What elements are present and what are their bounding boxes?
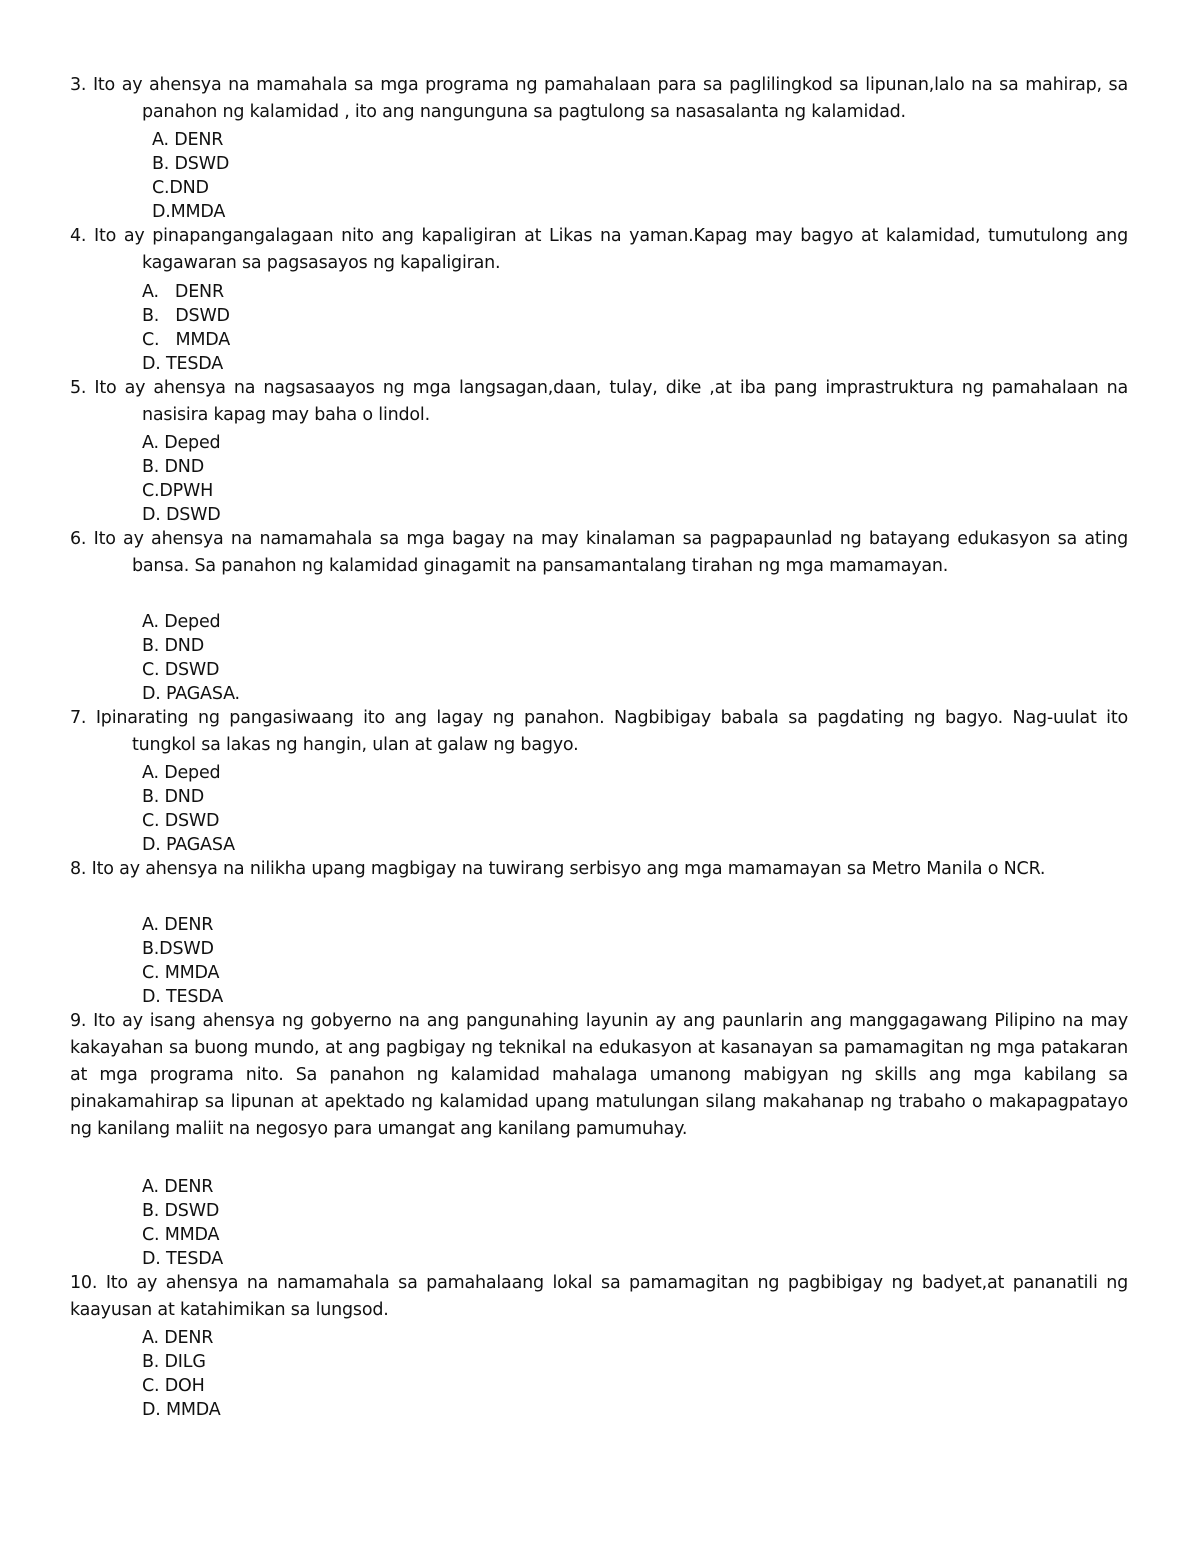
options-10 — [142, 1326, 221, 1422]
options-4 — [142, 280, 230, 376]
options-3 — [152, 128, 229, 224]
option-a[interactable]: A. Deped — [142, 433, 221, 453]
options-9 — [142, 1175, 223, 1271]
question-number: 7. — [70, 708, 96, 728]
option-c[interactable]: C. MMDA — [142, 963, 220, 983]
options-7 — [142, 761, 235, 857]
question-text: Ipinarating ng pangasiwaang ito ang lagay ng panahon. Nagbibigay babala sa pagdating ng bagyo. Nag-uulat ito tungkol sa lakas ng hangin, ulan at galaw ng bagyo. — [95, 708, 1128, 755]
option-a[interactable]: A. DENR — [142, 282, 224, 302]
option-c[interactable]: C. MMDA — [142, 1225, 220, 1245]
option-c[interactable]: C.DND — [152, 178, 209, 198]
option-c[interactable]: C. DOH — [142, 1376, 205, 1396]
options-8 — [142, 913, 223, 1009]
option-d[interactable]: D. TESDA — [142, 987, 223, 1007]
question-number: 3. — [70, 75, 93, 95]
option-d[interactable]: D. MMDA — [142, 1400, 221, 1420]
option-a[interactable]: A. DENR — [142, 915, 214, 935]
option-b[interactable]: B. DND — [142, 787, 204, 807]
question-number: 8. — [70, 859, 92, 879]
option-d[interactable]: D.MMDA — [152, 202, 226, 222]
question-text: Ito ay ahensya na mamahala sa mga programa ng pamahalaan para sa paglilingkod sa lipunan,lalo na sa mahirap, sa panahon ng kalamidad , ito ang nangunguna sa pagtulong sa nasasalanta ng kalamidad. — [92, 75, 1128, 122]
question-3 — [70, 72, 1128, 126]
question-6 — [70, 526, 1128, 580]
option-d[interactable]: D. TESDA — [142, 354, 223, 374]
option-c[interactable]: C. DSWD — [142, 811, 220, 831]
option-b[interactable]: B. DILG — [142, 1352, 206, 1372]
question-number: 9. — [70, 1011, 94, 1031]
question-8 — [70, 856, 1128, 883]
question-4 — [70, 223, 1128, 277]
option-c[interactable]: C. DSWD — [142, 660, 220, 680]
question-text: Ito ay pinapangangalagaan nito ang kapaligiran at Likas na yaman.Kapag may bagyo at kalamidad, tumutulong ang kagawaran sa pagsasayos ng kapaligiran. — [94, 226, 1128, 273]
question-7 — [70, 705, 1128, 759]
question-9 — [70, 1008, 1128, 1143]
question-text: Ito ay ahensya na nagsasaayos ng mga langsagan,daan, tulay, dike ,at iba pang imprastruktura ng pamahalaan na nasisira kapag may baha o lindol. — [94, 378, 1128, 425]
options-5 — [142, 431, 221, 527]
question-text: Ito ay isang ahensya ng gobyerno na ang pangunahing layunin ay ang paunlarin ang manggagawang Pilipino na may kakayahan sa buong mundo, at ang pagbigay ng teknikal na edukasyon at kasanayan sa pamamagitan ng mga patakaran at mga programa nito. Sa panahon ng kalamidad mahalaga umanong mabigyan ng skills ang mga kabilang sa pinakamahirap sa lipunan at apektado ng kalamidad upang matulungan silang makahanap ng trabaho o makapagpatayo ng kanilang maliit na negosyo para umangat ang kanilang pamumuhay. — [70, 1011, 1128, 1139]
option-b[interactable]: B. DSWD — [142, 1201, 220, 1221]
question-text: Ito ay ahensya na namamahala sa mga bagay na may kinalaman sa pagpapaunlad ng batayang edukasyon sa ating bansa. Sa panahon ng kalamidad ginagamit na pansamantalang tirahan ng mga mamamayan. — [93, 529, 1128, 576]
option-c[interactable]: C.DPWH — [142, 481, 214, 501]
option-a[interactable]: A. DENR — [152, 130, 224, 150]
option-d[interactable]: D. PAGASA. — [142, 684, 240, 704]
option-b[interactable]: B. DSWD — [142, 306, 230, 326]
option-b[interactable]: B. DND — [142, 636, 204, 656]
option-a[interactable]: A. DENR — [142, 1177, 214, 1197]
question-5 — [70, 375, 1128, 429]
question-text: Ito ay ahensya na namamahala sa pamahalaang lokal sa pamamagitan ng pagbibigay ng badyet,at pananatili ng kaayusan at katahimikan sa lungsod. — [70, 1273, 1128, 1320]
options-6 — [142, 610, 240, 706]
question-number: 6. — [70, 529, 94, 549]
question-number: 5. — [70, 378, 95, 398]
question-number: 4. — [70, 226, 95, 246]
question-text: Ito ay ahensya na nilikha upang magbigay na tuwirang serbisyo ang mga mamamayan sa Metro Manila o NCR. — [91, 859, 1046, 879]
option-b[interactable]: B.DSWD — [142, 939, 214, 959]
option-d[interactable]: D. PAGASA — [142, 835, 235, 855]
option-a[interactable]: A. Deped — [142, 612, 221, 632]
option-d[interactable]: D. DSWD — [142, 505, 221, 525]
option-a[interactable]: A. Deped — [142, 763, 221, 783]
option-b[interactable]: B. DND — [142, 457, 204, 477]
option-b[interactable]: B. DSWD — [152, 154, 230, 174]
question-number: 10. — [70, 1273, 106, 1293]
option-d[interactable]: D. TESDA — [142, 1249, 223, 1269]
question-10 — [70, 1270, 1128, 1324]
option-a[interactable]: A. DENR — [142, 1328, 214, 1348]
option-c[interactable]: C. MMDA — [142, 330, 231, 350]
